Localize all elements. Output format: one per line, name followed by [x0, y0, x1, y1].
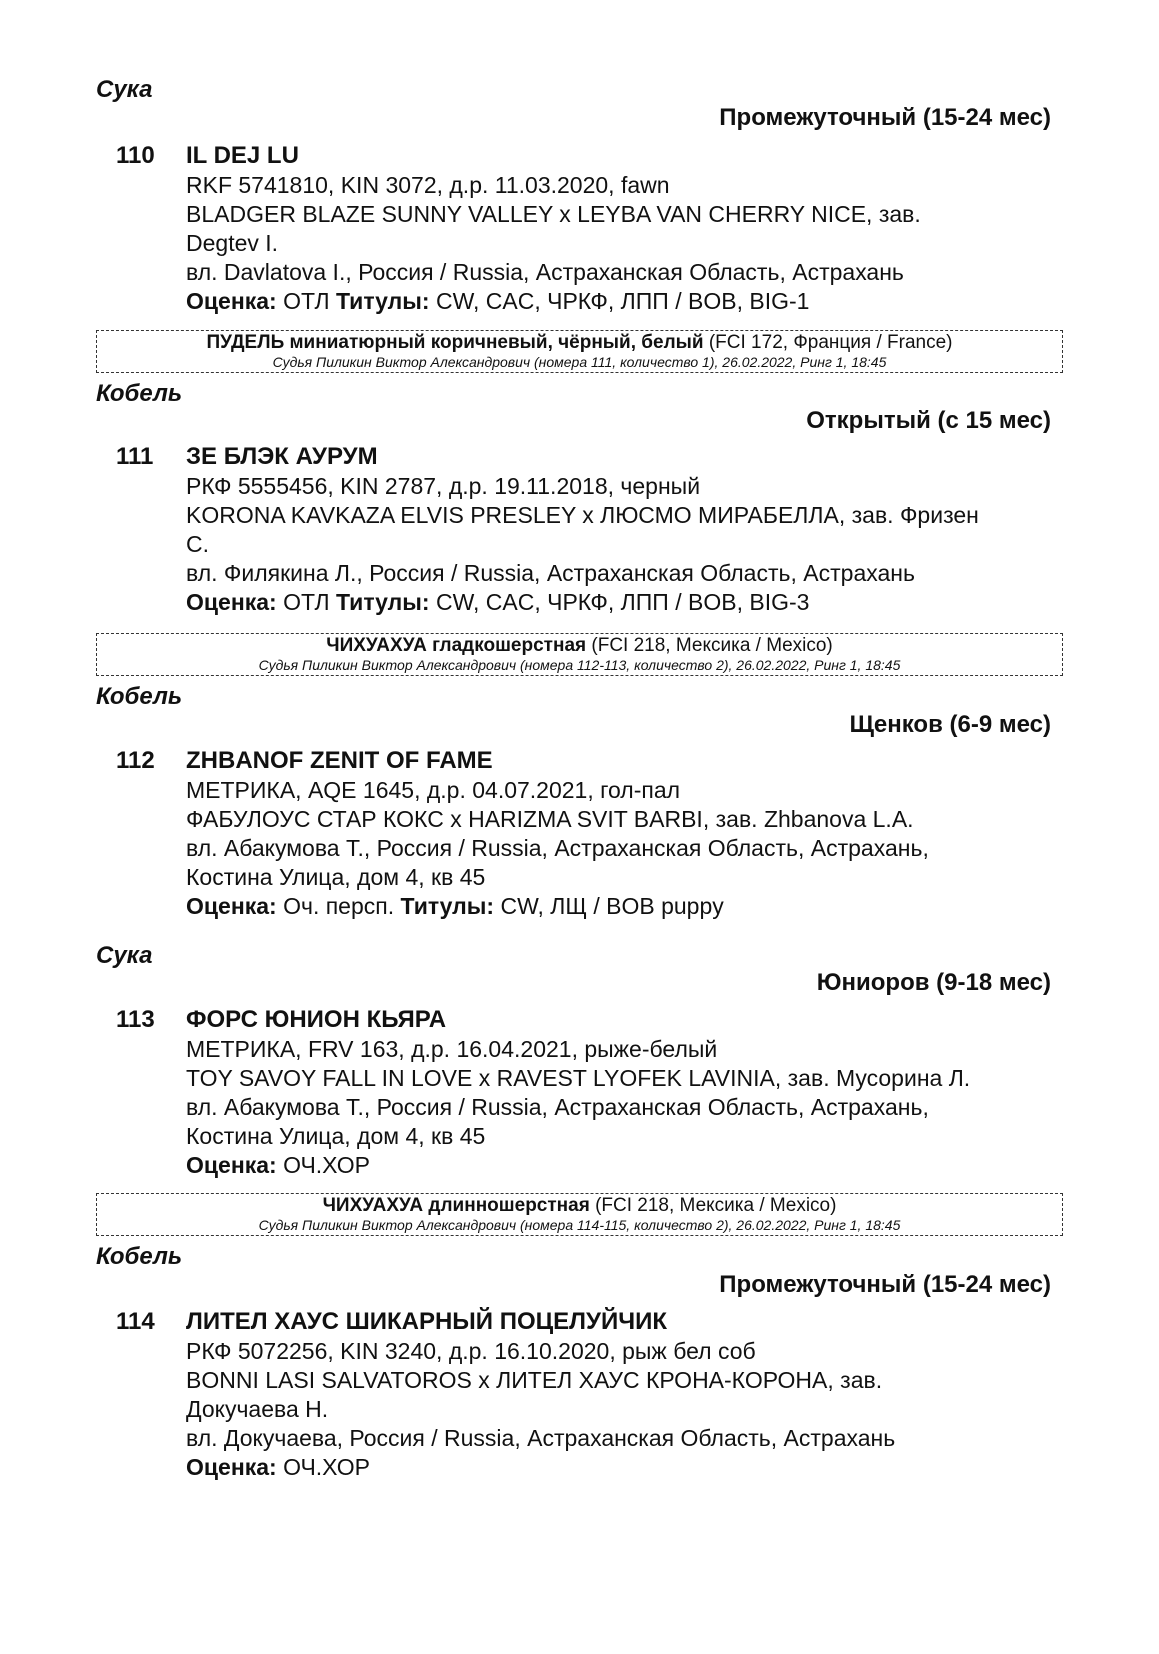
titles-label: Титулы: — [400, 893, 495, 919]
grade-label: Оценка: — [186, 1152, 277, 1178]
entry-number: 111 — [116, 443, 154, 470]
grade-label: Оценка: — [186, 893, 277, 919]
owner-line: вл. Абакумова Т., Россия / Russia, Астраханская Область, Астрахань, — [186, 835, 929, 861]
titles-value: CW, ЛЩ / BOB puppy — [500, 893, 724, 919]
entry-number: 112 — [116, 747, 155, 774]
grade-value: Оч. персп. — [283, 893, 395, 919]
breed-banner — [96, 1193, 1063, 1236]
owner-line-cont: Костина Улица, дом 4, кв 45 — [186, 864, 486, 890]
parents-line: BONNI LASI SALVATOROS x ЛИТЕЛ ХАУС КРОНА-КОРОНА, зав. — [186, 1367, 883, 1393]
breed-banner — [96, 330, 1063, 373]
breed-banner — [96, 633, 1063, 676]
parents-line-cont: Докучаева Н. — [186, 1396, 329, 1422]
grade-value: ОТЛ — [283, 288, 330, 314]
dog-name: ЛИТЕЛ ХАУС ШИКАРНЫЙ ПОЦЕЛУЙЧИК — [186, 1308, 667, 1335]
grade-line — [186, 588, 1076, 617]
sex-heading: Кобель — [96, 683, 183, 710]
sex-heading: Кобель — [96, 1243, 183, 1270]
class-heading: Промежуточный (15-24 мес) — [719, 1271, 1051, 1298]
sex-heading: Сука — [96, 942, 153, 969]
registration-line: МЕТРИКА, AQE 1645, д.р. 04.07.2021, гол-пал — [186, 777, 681, 803]
grade-label: Оценка: — [186, 1454, 277, 1480]
grade-line — [186, 892, 1076, 921]
owner-line-cont: Костина Улица, дом 4, кв 45 — [186, 1123, 486, 1149]
owner-line: вл. Абакумова Т., Россия / Russia, Астраханская Область, Астрахань, — [186, 1094, 929, 1120]
dog-name: ФОРС ЮНИОН КЬЯРА — [186, 1006, 447, 1033]
entry-number: 114 — [116, 1308, 155, 1335]
grade-value: ОЧ.ХОР — [283, 1454, 370, 1480]
entry-number: 113 — [116, 1006, 155, 1033]
owner-line: вл. Davlatova I., Россия / Russia, Астраханская Область, Астрахань — [186, 259, 904, 285]
titles-value: CW, CAC, ЧРКФ, ЛПП / BOB, BIG-1 — [435, 288, 810, 314]
grade-value: ОЧ.ХОР — [283, 1152, 370, 1178]
parents-line: BLADGER BLAZE SUNNY VALLEY x LEYBA VAN CHERRY NICE, зав. — [186, 201, 921, 227]
dog-name: ZHBANOF ZENIT OF FAME — [186, 747, 493, 774]
grade-value: ОТЛ — [283, 589, 330, 615]
sex-heading: Кобель — [96, 380, 183, 407]
parents-line: ФАБУЛОУС СТАР КОКС x HARIZMA SVIT BARBI, зав. Zhbanova L.A. — [186, 806, 914, 832]
judge-line: Судья Пиликин Виктор Александрович (номера 114-115, количество 2), 26.02.2022, Ринг 1, 18:45 — [258, 1217, 901, 1233]
judge-line: Судья Пиликин Виктор Александрович (номера 111, количество 1), 26.02.2022, Ринг 1, 18:45 — [272, 354, 887, 370]
breed-name: ЧИХУАХУА гладкошерстная — [326, 635, 587, 656]
breed-name: ПУДЕЛЬ миниатюрный коричневый, чёрный, белый — [206, 332, 704, 353]
sex-heading: Сука — [96, 76, 153, 103]
registration-line: RKF 5741810, KIN 3072, д.р. 11.03.2020, fawn — [186, 172, 670, 198]
grade-label: Оценка: — [186, 589, 277, 615]
grade-label: Оценка: — [186, 288, 277, 314]
breed-origin: (FCI 218, Мексика / Mexico) — [595, 1195, 837, 1216]
entry-number: 110 — [116, 142, 155, 169]
parents-line-cont: Degtev I. — [186, 230, 279, 256]
parents-line-cont: С. — [186, 531, 209, 557]
registration-line: МЕТРИКА, FRV 163, д.р. 16.04.2021, рыже-белый — [186, 1036, 718, 1062]
registration-line: РКФ 5555456, KIN 2787, д.р. 19.11.2018, черный — [186, 473, 701, 499]
class-heading: Щенков (6-9 мес) — [849, 711, 1051, 738]
judge-line: Судья Пиликин Виктор Александрович (номера 112-113, количество 2), 26.02.2022, Ринг 1, 18:45 — [258, 657, 901, 673]
grade-line — [186, 1453, 1076, 1482]
grade-line — [186, 1151, 1076, 1180]
owner-line: вл. Докучаева, Россия / Russia, Астраханская Область, Астрахань — [186, 1425, 896, 1451]
class-heading: Юниоров (9-18 мес) — [816, 969, 1051, 996]
breed-origin: (FCI 172, Франция / France) — [708, 332, 953, 353]
owner-line: вл. Филякина Л., Россия / Russia, Астраханская Область, Астрахань — [186, 560, 915, 586]
class-heading: Открытый (с 15 мес) — [806, 407, 1051, 434]
grade-line — [186, 287, 1076, 316]
parents-line: TOY SAVOY FALL IN LOVE x RAVEST LYOFEK LAVINIA, зав. Мусорина Л. — [186, 1065, 971, 1091]
titles-label: Титулы: — [336, 288, 430, 314]
registration-line: РКФ 5072256, KIN 3240, д.р. 16.10.2020, рыж бел соб — [186, 1338, 756, 1364]
dog-name: ЗЕ БЛЭК АУРУМ — [186, 443, 378, 470]
class-heading: Промежуточный (15-24 мес) — [719, 104, 1051, 131]
dog-name: IL DEJ LU — [186, 142, 299, 169]
parents-line: KORONA KAVKAZA ELVIS PRESLEY x ЛЮСМО МИРАБЕЛЛА, зав. Фризен — [186, 502, 979, 528]
breed-origin: (FCI 218, Мексика / Mexico) — [591, 635, 833, 656]
titles-label: Титулы: — [336, 589, 430, 615]
breed-name: ЧИХУАХУА длинношерстная — [322, 1195, 590, 1216]
titles-value: CW, CAC, ЧРКФ, ЛПП / BOB, BIG-3 — [435, 589, 810, 615]
